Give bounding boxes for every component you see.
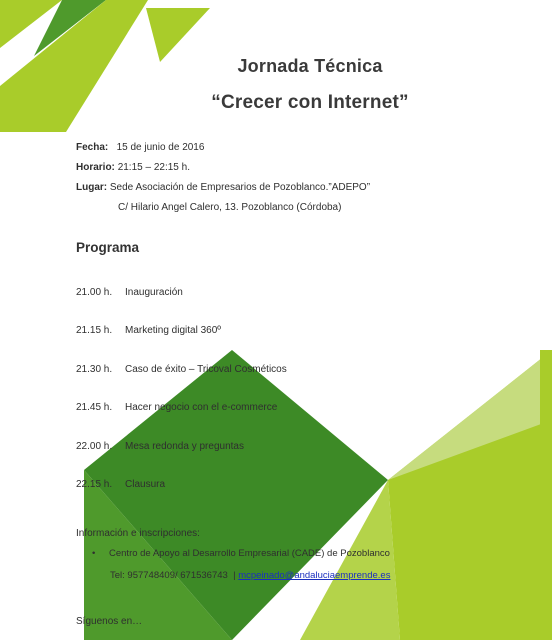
contact-separator: | — [233, 570, 236, 581]
program-label: Marketing digital 360º — [125, 325, 221, 336]
program-item — [76, 479, 165, 490]
fecha-line — [76, 142, 204, 153]
bullet-icon: • — [92, 548, 96, 559]
program-label: Clausura — [125, 479, 166, 490]
horario-label: Horario: — [76, 162, 115, 173]
info-heading: Información e inscripciones: — [76, 528, 200, 539]
program-time: 21.45 h. — [76, 402, 113, 413]
follow-us-text: Síguenos en… — [76, 616, 143, 627]
fecha-label: Fecha: — [76, 142, 109, 153]
contact-email-link[interactable]: mcpeinado@andaluciaemprende.es — [238, 570, 391, 581]
programa-heading: Programa — [76, 240, 140, 255]
program-label: Inauguración — [125, 287, 183, 298]
program-label: Caso de éxito – Tricoval Cosméticos — [125, 364, 287, 375]
program-item — [76, 364, 287, 375]
program-item — [76, 441, 244, 452]
program-item — [76, 325, 221, 336]
program-time: 22.15 h. — [76, 479, 113, 490]
program-time: 21.15 h. — [76, 325, 113, 336]
program-time: 21.30 h. — [76, 364, 113, 375]
program-label: Mesa redonda y preguntas — [125, 441, 244, 452]
contact-phone: Tel: 957748409/ 671536743 — [110, 570, 228, 581]
horario-line — [76, 162, 190, 173]
address-line: C/ Hilario Angel Calero, 13. Pozoblanco (Córdoba) — [118, 202, 342, 213]
info-center: Centro de Apoyo al Desarrollo Empresarial (CADE) de Pozoblanco — [109, 548, 390, 559]
lugar-label: Lugar: — [76, 182, 108, 193]
program-time: 22.00 h. — [76, 441, 113, 452]
program-item — [76, 287, 183, 298]
page-subtitle: “Crecer con Internet” — [211, 92, 409, 113]
page-title: Jornada Técnica — [237, 56, 383, 76]
program-label: Hacer negocio con el e-commerce — [125, 402, 278, 413]
horario-value: 21:15 – 22:15 h. — [117, 162, 190, 173]
lugar-value: Sede Asociación de Empresarios de Pozoblanco.”ADEPO” — [109, 182, 371, 193]
info-center-item — [92, 548, 390, 559]
program-item — [76, 402, 277, 413]
fecha-value: 15 de junio de 2016 — [116, 142, 205, 153]
contact-line — [110, 570, 390, 581]
program-time: 21.00 h. — [76, 287, 113, 298]
lugar-line — [76, 182, 370, 193]
